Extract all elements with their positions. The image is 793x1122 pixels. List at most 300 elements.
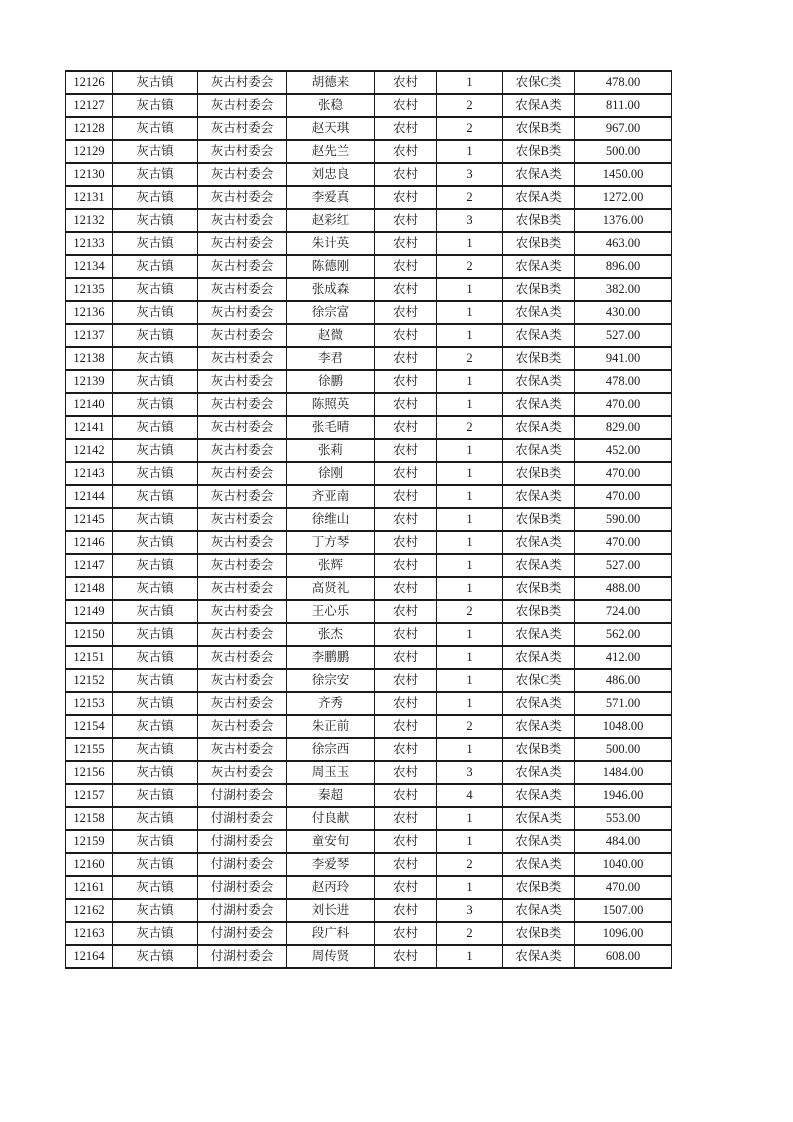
table-row xyxy=(66,899,672,922)
table-row xyxy=(66,232,672,255)
village-committee-cell: 灰古村委会 xyxy=(198,508,287,531)
serial-number-cell: 12154 xyxy=(66,715,113,738)
household-type-cell: 农村 xyxy=(375,163,437,186)
amount-cell: 1096.00 xyxy=(575,922,672,945)
serial-number-cell: 12146 xyxy=(66,531,113,554)
table-row xyxy=(66,577,672,600)
insurance-category-cell: 农保A类 xyxy=(503,784,575,807)
table-row xyxy=(66,439,672,462)
household-type-cell: 农村 xyxy=(375,439,437,462)
village-committee-cell: 灰古村委会 xyxy=(198,301,287,324)
person-name-cell: 徐宗西 xyxy=(287,738,375,761)
insurance-category-cell: 农保B类 xyxy=(503,140,575,163)
amount-cell: 1272.00 xyxy=(575,186,672,209)
serial-number-cell: 12138 xyxy=(66,347,113,370)
table-row xyxy=(66,784,672,807)
serial-number-cell: 12148 xyxy=(66,577,113,600)
household-type-cell: 农村 xyxy=(375,140,437,163)
person-count-cell: 3 xyxy=(437,163,503,186)
person-count-cell: 2 xyxy=(437,416,503,439)
person-name-cell: 赵微 xyxy=(287,324,375,347)
insurance-category-cell: 农保A类 xyxy=(503,324,575,347)
town-cell: 灰古镇 xyxy=(113,669,198,692)
person-name-cell: 张杰 xyxy=(287,623,375,646)
serial-number-cell: 12160 xyxy=(66,853,113,876)
amount-cell: 412.00 xyxy=(575,646,672,669)
table-row xyxy=(66,738,672,761)
person-name-cell: 张成森 xyxy=(287,278,375,301)
household-type-cell: 农村 xyxy=(375,393,437,416)
town-cell: 灰古镇 xyxy=(113,853,198,876)
person-name-cell: 张辉 xyxy=(287,554,375,577)
amount-cell: 571.00 xyxy=(575,692,672,715)
person-count-cell: 1 xyxy=(437,278,503,301)
serial-number-cell: 12144 xyxy=(66,485,113,508)
table-row xyxy=(66,347,672,370)
town-cell: 灰古镇 xyxy=(113,416,198,439)
table-row xyxy=(66,554,672,577)
person-name-cell: 徐宗安 xyxy=(287,669,375,692)
town-cell: 灰古镇 xyxy=(113,485,198,508)
table-row xyxy=(66,324,672,347)
town-cell: 灰古镇 xyxy=(113,186,198,209)
table-body xyxy=(66,71,672,968)
person-name-cell: 高贤礼 xyxy=(287,577,375,600)
household-type-cell: 农村 xyxy=(375,485,437,508)
town-cell: 灰古镇 xyxy=(113,140,198,163)
household-type-cell: 农村 xyxy=(375,761,437,784)
household-type-cell: 农村 xyxy=(375,278,437,301)
person-name-cell: 李鹏鹏 xyxy=(287,646,375,669)
person-count-cell: 3 xyxy=(437,761,503,784)
insurance-category-cell: 农保A类 xyxy=(503,945,575,968)
town-cell: 灰古镇 xyxy=(113,508,198,531)
amount-cell: 608.00 xyxy=(575,945,672,968)
town-cell: 灰古镇 xyxy=(113,830,198,853)
serial-number-cell: 12134 xyxy=(66,255,113,278)
household-type-cell: 农村 xyxy=(375,347,437,370)
person-count-cell: 2 xyxy=(437,347,503,370)
amount-cell: 1048.00 xyxy=(575,715,672,738)
person-name-cell: 李爱琴 xyxy=(287,853,375,876)
amount-cell: 488.00 xyxy=(575,577,672,600)
person-name-cell: 赵彩红 xyxy=(287,209,375,232)
village-committee-cell: 灰古村委会 xyxy=(198,255,287,278)
serial-number-cell: 12156 xyxy=(66,761,113,784)
insurance-category-cell: 农保A类 xyxy=(503,761,575,784)
person-name-cell: 李爱真 xyxy=(287,186,375,209)
household-type-cell: 农村 xyxy=(375,232,437,255)
village-committee-cell: 灰古村委会 xyxy=(198,140,287,163)
town-cell: 灰古镇 xyxy=(113,646,198,669)
person-name-cell: 徐刚 xyxy=(287,462,375,485)
person-name-cell: 付良献 xyxy=(287,807,375,830)
town-cell: 灰古镇 xyxy=(113,393,198,416)
person-name-cell: 周玉玉 xyxy=(287,761,375,784)
village-committee-cell: 灰古村委会 xyxy=(198,692,287,715)
village-committee-cell: 灰古村委会 xyxy=(198,370,287,393)
person-name-cell: 赵丙玲 xyxy=(287,876,375,899)
serial-number-cell: 12155 xyxy=(66,738,113,761)
town-cell: 灰古镇 xyxy=(113,899,198,922)
household-type-cell: 农村 xyxy=(375,669,437,692)
serial-number-cell: 12130 xyxy=(66,163,113,186)
town-cell: 灰古镇 xyxy=(113,761,198,784)
person-count-cell: 2 xyxy=(437,922,503,945)
person-count-cell: 1 xyxy=(437,370,503,393)
amount-cell: 500.00 xyxy=(575,140,672,163)
amount-cell: 452.00 xyxy=(575,439,672,462)
person-name-cell: 段广科 xyxy=(287,922,375,945)
insurance-category-cell: 农保A类 xyxy=(503,94,575,117)
person-name-cell: 胡德来 xyxy=(287,71,375,94)
person-name-cell: 张稳 xyxy=(287,94,375,117)
insurance-category-cell: 农保B类 xyxy=(503,117,575,140)
serial-number-cell: 12152 xyxy=(66,669,113,692)
village-committee-cell: 灰古村委会 xyxy=(198,416,287,439)
person-name-cell: 朱正前 xyxy=(287,715,375,738)
town-cell: 灰古镇 xyxy=(113,347,198,370)
person-count-cell: 1 xyxy=(437,531,503,554)
beneficiary-table xyxy=(65,70,672,969)
person-name-cell: 赵先兰 xyxy=(287,140,375,163)
village-committee-cell: 灰古村委会 xyxy=(198,646,287,669)
person-name-cell: 徐鹏 xyxy=(287,370,375,393)
person-name-cell: 赵天琪 xyxy=(287,117,375,140)
person-name-cell: 刘长进 xyxy=(287,899,375,922)
household-type-cell: 农村 xyxy=(375,324,437,347)
household-type-cell: 农村 xyxy=(375,255,437,278)
serial-number-cell: 12127 xyxy=(66,94,113,117)
household-type-cell: 农村 xyxy=(375,784,437,807)
insurance-category-cell: 农保A类 xyxy=(503,301,575,324)
amount-cell: 553.00 xyxy=(575,807,672,830)
insurance-category-cell: 农保A类 xyxy=(503,554,575,577)
person-name-cell: 张莉 xyxy=(287,439,375,462)
town-cell: 灰古镇 xyxy=(113,577,198,600)
insurance-category-cell: 农保A类 xyxy=(503,623,575,646)
insurance-category-cell: 农保B类 xyxy=(503,232,575,255)
household-type-cell: 农村 xyxy=(375,186,437,209)
person-count-cell: 4 xyxy=(437,784,503,807)
insurance-category-cell: 农保A类 xyxy=(503,646,575,669)
town-cell: 灰古镇 xyxy=(113,71,198,94)
serial-number-cell: 12153 xyxy=(66,692,113,715)
amount-cell: 382.00 xyxy=(575,278,672,301)
town-cell: 灰古镇 xyxy=(113,945,198,968)
amount-cell: 470.00 xyxy=(575,485,672,508)
person-name-cell: 徐宗富 xyxy=(287,301,375,324)
village-committee-cell: 灰古村委会 xyxy=(198,439,287,462)
person-name-cell: 丁方琴 xyxy=(287,531,375,554)
town-cell: 灰古镇 xyxy=(113,117,198,140)
serial-number-cell: 12143 xyxy=(66,462,113,485)
household-type-cell: 农村 xyxy=(375,715,437,738)
village-committee-cell: 灰古村委会 xyxy=(198,94,287,117)
town-cell: 灰古镇 xyxy=(113,554,198,577)
insurance-category-cell: 农保B类 xyxy=(503,922,575,945)
amount-cell: 1040.00 xyxy=(575,853,672,876)
insurance-category-cell: 农保A类 xyxy=(503,899,575,922)
table-row xyxy=(66,807,672,830)
amount-cell: 562.00 xyxy=(575,623,672,646)
village-committee-cell: 付湖村委会 xyxy=(198,922,287,945)
amount-cell: 527.00 xyxy=(575,324,672,347)
serial-number-cell: 12139 xyxy=(66,370,113,393)
household-type-cell: 农村 xyxy=(375,531,437,554)
household-type-cell: 农村 xyxy=(375,623,437,646)
town-cell: 灰古镇 xyxy=(113,324,198,347)
household-type-cell: 农村 xyxy=(375,807,437,830)
table-row xyxy=(66,669,672,692)
table-row xyxy=(66,623,672,646)
insurance-category-cell: 农保B类 xyxy=(503,209,575,232)
amount-cell: 941.00 xyxy=(575,347,672,370)
serial-number-cell: 12158 xyxy=(66,807,113,830)
household-type-cell: 农村 xyxy=(375,117,437,140)
household-type-cell: 农村 xyxy=(375,692,437,715)
serial-number-cell: 12132 xyxy=(66,209,113,232)
household-type-cell: 农村 xyxy=(375,209,437,232)
village-committee-cell: 灰古村委会 xyxy=(198,738,287,761)
table-row xyxy=(66,117,672,140)
table-row xyxy=(66,393,672,416)
household-type-cell: 农村 xyxy=(375,738,437,761)
person-name-cell: 周传贤 xyxy=(287,945,375,968)
village-committee-cell: 付湖村委会 xyxy=(198,784,287,807)
village-committee-cell: 灰古村委会 xyxy=(198,462,287,485)
village-committee-cell: 灰古村委会 xyxy=(198,278,287,301)
insurance-category-cell: 农保A类 xyxy=(503,370,575,393)
insurance-category-cell: 农保B类 xyxy=(503,278,575,301)
amount-cell: 478.00 xyxy=(575,370,672,393)
amount-cell: 1376.00 xyxy=(575,209,672,232)
amount-cell: 967.00 xyxy=(575,117,672,140)
village-committee-cell: 灰古村委会 xyxy=(198,554,287,577)
amount-cell: 470.00 xyxy=(575,531,672,554)
person-name-cell: 徐维山 xyxy=(287,508,375,531)
person-name-cell: 陈照英 xyxy=(287,393,375,416)
village-committee-cell: 灰古村委会 xyxy=(198,209,287,232)
village-committee-cell: 付湖村委会 xyxy=(198,830,287,853)
village-committee-cell: 付湖村委会 xyxy=(198,876,287,899)
table-row xyxy=(66,853,672,876)
town-cell: 灰古镇 xyxy=(113,301,198,324)
person-count-cell: 1 xyxy=(437,738,503,761)
town-cell: 灰古镇 xyxy=(113,784,198,807)
household-type-cell: 农村 xyxy=(375,370,437,393)
amount-cell: 470.00 xyxy=(575,393,672,416)
table-row xyxy=(66,209,672,232)
person-count-cell: 1 xyxy=(437,324,503,347)
serial-number-cell: 12133 xyxy=(66,232,113,255)
serial-number-cell: 12163 xyxy=(66,922,113,945)
insurance-category-cell: 农保A类 xyxy=(503,830,575,853)
person-name-cell: 秦超 xyxy=(287,784,375,807)
person-count-cell: 1 xyxy=(437,301,503,324)
serial-number-cell: 12151 xyxy=(66,646,113,669)
amount-cell: 527.00 xyxy=(575,554,672,577)
household-type-cell: 农村 xyxy=(375,922,437,945)
household-type-cell: 农村 xyxy=(375,830,437,853)
table-row xyxy=(66,508,672,531)
amount-cell: 896.00 xyxy=(575,255,672,278)
person-count-cell: 2 xyxy=(437,853,503,876)
town-cell: 灰古镇 xyxy=(113,255,198,278)
table-row xyxy=(66,255,672,278)
person-count-cell: 1 xyxy=(437,140,503,163)
serial-number-cell: 12129 xyxy=(66,140,113,163)
amount-cell: 500.00 xyxy=(575,738,672,761)
household-type-cell: 农村 xyxy=(375,462,437,485)
serial-number-cell: 12126 xyxy=(66,71,113,94)
serial-number-cell: 12136 xyxy=(66,301,113,324)
insurance-category-cell: 农保A类 xyxy=(503,715,575,738)
town-cell: 灰古镇 xyxy=(113,163,198,186)
village-committee-cell: 付湖村委会 xyxy=(198,807,287,830)
table-row xyxy=(66,140,672,163)
person-name-cell: 陈德刚 xyxy=(287,255,375,278)
table-row xyxy=(66,94,672,117)
insurance-category-cell: 农保A类 xyxy=(503,163,575,186)
insurance-category-cell: 农保A类 xyxy=(503,255,575,278)
village-committee-cell: 灰古村委会 xyxy=(198,577,287,600)
amount-cell: 430.00 xyxy=(575,301,672,324)
village-committee-cell: 灰古村委会 xyxy=(198,117,287,140)
town-cell: 灰古镇 xyxy=(113,209,198,232)
serial-number-cell: 12137 xyxy=(66,324,113,347)
amount-cell: 463.00 xyxy=(575,232,672,255)
household-type-cell: 农村 xyxy=(375,853,437,876)
village-committee-cell: 灰古村委会 xyxy=(198,71,287,94)
serial-number-cell: 12145 xyxy=(66,508,113,531)
person-count-cell: 3 xyxy=(437,899,503,922)
village-committee-cell: 灰古村委会 xyxy=(198,393,287,416)
insurance-category-cell: 农保A类 xyxy=(503,393,575,416)
table-row xyxy=(66,462,672,485)
town-cell: 灰古镇 xyxy=(113,876,198,899)
insurance-category-cell: 农保A类 xyxy=(503,485,575,508)
amount-cell: 1450.00 xyxy=(575,163,672,186)
amount-cell: 829.00 xyxy=(575,416,672,439)
town-cell: 灰古镇 xyxy=(113,600,198,623)
insurance-category-cell: 农保B类 xyxy=(503,738,575,761)
insurance-category-cell: 农保A类 xyxy=(503,807,575,830)
person-count-cell: 2 xyxy=(437,600,503,623)
person-count-cell: 1 xyxy=(437,462,503,485)
amount-cell: 470.00 xyxy=(575,876,672,899)
household-type-cell: 农村 xyxy=(375,416,437,439)
person-name-cell: 张毛晴 xyxy=(287,416,375,439)
person-count-cell: 1 xyxy=(437,945,503,968)
village-committee-cell: 灰古村委会 xyxy=(198,761,287,784)
amount-cell: 1946.00 xyxy=(575,784,672,807)
amount-cell: 1507.00 xyxy=(575,899,672,922)
person-count-cell: 1 xyxy=(437,876,503,899)
amount-cell: 478.00 xyxy=(575,71,672,94)
town-cell: 灰古镇 xyxy=(113,922,198,945)
village-committee-cell: 灰古村委会 xyxy=(198,531,287,554)
person-count-cell: 1 xyxy=(437,393,503,416)
village-committee-cell: 付湖村委会 xyxy=(198,945,287,968)
person-count-cell: 2 xyxy=(437,94,503,117)
serial-number-cell: 12142 xyxy=(66,439,113,462)
table-row xyxy=(66,416,672,439)
table-row xyxy=(66,876,672,899)
amount-cell: 590.00 xyxy=(575,508,672,531)
town-cell: 灰古镇 xyxy=(113,462,198,485)
table-row xyxy=(66,531,672,554)
person-name-cell: 李君 xyxy=(287,347,375,370)
table-row xyxy=(66,600,672,623)
person-count-cell: 1 xyxy=(437,554,503,577)
person-count-cell: 1 xyxy=(437,232,503,255)
serial-number-cell: 12135 xyxy=(66,278,113,301)
insurance-category-cell: 农保B类 xyxy=(503,508,575,531)
serial-number-cell: 12157 xyxy=(66,784,113,807)
household-type-cell: 农村 xyxy=(375,301,437,324)
person-count-cell: 1 xyxy=(437,485,503,508)
person-count-cell: 2 xyxy=(437,255,503,278)
household-type-cell: 农村 xyxy=(375,94,437,117)
village-committee-cell: 灰古村委会 xyxy=(198,715,287,738)
person-name-cell: 齐秀 xyxy=(287,692,375,715)
insurance-category-cell: 农保A类 xyxy=(503,853,575,876)
serial-number-cell: 12147 xyxy=(66,554,113,577)
serial-number-cell: 12141 xyxy=(66,416,113,439)
table-row xyxy=(66,301,672,324)
table-row xyxy=(66,646,672,669)
person-count-cell: 1 xyxy=(437,669,503,692)
town-cell: 灰古镇 xyxy=(113,439,198,462)
town-cell: 灰古镇 xyxy=(113,738,198,761)
person-count-cell: 1 xyxy=(437,807,503,830)
table-row xyxy=(66,278,672,301)
insurance-category-cell: 农保A类 xyxy=(503,692,575,715)
person-count-cell: 1 xyxy=(437,577,503,600)
table-row xyxy=(66,370,672,393)
village-committee-cell: 灰古村委会 xyxy=(198,600,287,623)
amount-cell: 484.00 xyxy=(575,830,672,853)
serial-number-cell: 12161 xyxy=(66,876,113,899)
amount-cell: 724.00 xyxy=(575,600,672,623)
town-cell: 灰古镇 xyxy=(113,623,198,646)
table-row xyxy=(66,715,672,738)
town-cell: 灰古镇 xyxy=(113,692,198,715)
person-name-cell: 王心乐 xyxy=(287,600,375,623)
insurance-category-cell: 农保A类 xyxy=(503,531,575,554)
insurance-category-cell: 农保B类 xyxy=(503,347,575,370)
person-count-cell: 1 xyxy=(437,646,503,669)
insurance-category-cell: 农保A类 xyxy=(503,416,575,439)
table-row xyxy=(66,945,672,968)
person-count-cell: 1 xyxy=(437,439,503,462)
table-row xyxy=(66,186,672,209)
insurance-category-cell: 农保A类 xyxy=(503,439,575,462)
village-committee-cell: 付湖村委会 xyxy=(198,853,287,876)
village-committee-cell: 灰古村委会 xyxy=(198,186,287,209)
village-committee-cell: 灰古村委会 xyxy=(198,163,287,186)
insurance-category-cell: 农保C类 xyxy=(503,669,575,692)
serial-number-cell: 12150 xyxy=(66,623,113,646)
serial-number-cell: 12128 xyxy=(66,117,113,140)
person-name-cell: 朱计英 xyxy=(287,232,375,255)
table-row xyxy=(66,485,672,508)
person-name-cell: 童安旬 xyxy=(287,830,375,853)
serial-number-cell: 12164 xyxy=(66,945,113,968)
serial-number-cell: 12140 xyxy=(66,393,113,416)
amount-cell: 486.00 xyxy=(575,669,672,692)
